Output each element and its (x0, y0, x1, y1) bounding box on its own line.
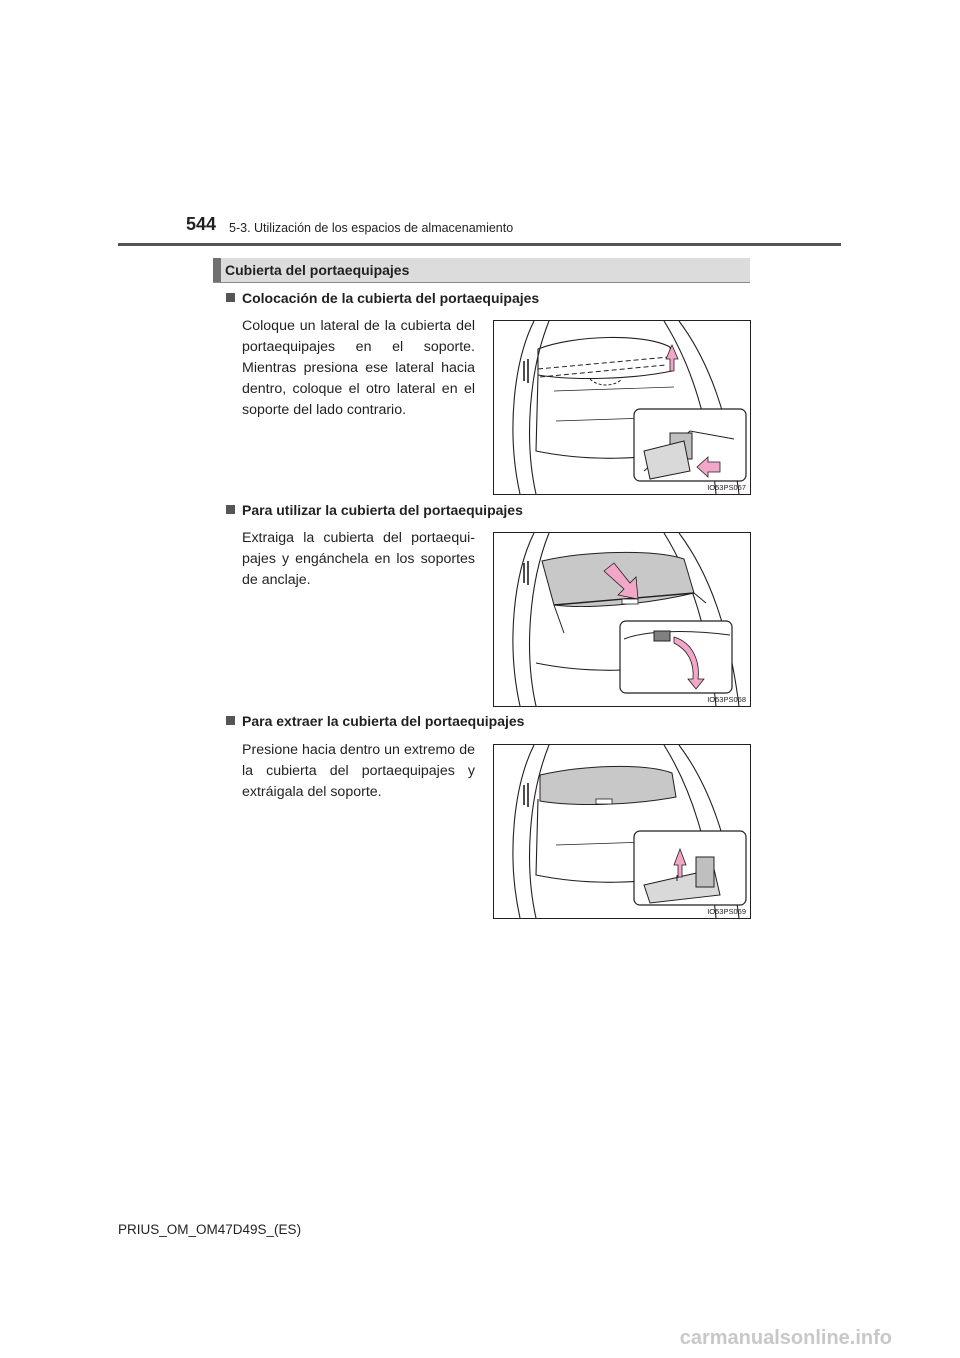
subheading-text: Para utilizar la cubierta del portaequipajes (242, 502, 523, 518)
figure-use (493, 532, 751, 707)
section-title: Cubierta del portaequipajes (225, 262, 410, 278)
section-marker (213, 258, 221, 282)
page-number: 544 (186, 214, 217, 234)
instruction-text-install: Coloque un lateral de la cubierta del portaequipajes en el soporte. Mientras presiona ese lateral hacia dentro, coloque el otro lateral en el soporte del lado contrario. (242, 318, 475, 418)
subheading-install (226, 290, 539, 306)
trunk-illustration-remove (494, 745, 750, 918)
subheading-text: Para extraer la cubierta del portaequipajes (242, 713, 525, 729)
section-heading-bar (213, 258, 750, 283)
square-bullet-icon (226, 293, 235, 302)
figure-install (493, 320, 751, 495)
square-bullet-icon (226, 505, 235, 514)
watermark: carmanualsonline.info (679, 1327, 892, 1349)
figure-remove (493, 744, 751, 919)
instruction-text-remove: Presione hacia dentro un extremo de la cubierta del portaequipajes y extráigala del soporte. (242, 742, 475, 800)
square-bullet-icon (226, 716, 235, 725)
subheading-text: Colocación de la cubierta del portaequipajes (242, 290, 540, 306)
figure-code: IO53PS069 (707, 907, 746, 916)
trunk-illustration-use (494, 533, 750, 706)
subheading-remove (226, 713, 524, 729)
figure-code: IO53PS068 (707, 695, 746, 704)
document-footer: PRIUS_OM_OM47D49S_(ES) (118, 1222, 302, 1237)
chapter-title: 5-3. Utilización de los espacios de almacenamiento (229, 221, 514, 235)
trunk-illustration-install (494, 321, 750, 494)
header-rule (118, 243, 841, 246)
instruction-text-use: Extraiga la cubierta del portaequipajes y engánchela en los soportes de anclaje. (242, 530, 475, 588)
subheading-use (226, 502, 523, 518)
figure-code: IO53PS067 (707, 483, 746, 492)
